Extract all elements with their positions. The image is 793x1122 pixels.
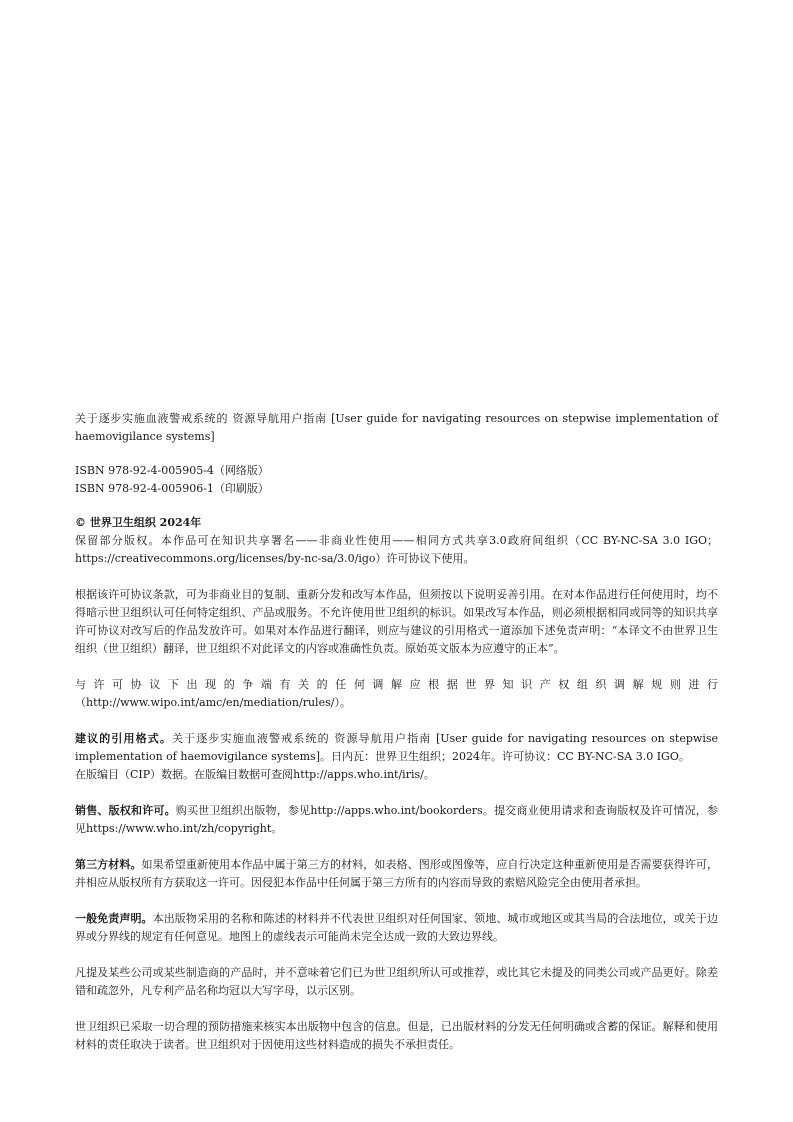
isbn-web: ISBN 978-92-4-005905-4（网络版） (75, 464, 269, 477)
copyright-line: © 世界卫生组织 2024年 (75, 516, 202, 529)
disclaimer-label: 一般免责声明。 (75, 912, 153, 925)
disclaimer-paragraph (75, 910, 718, 946)
responsibility-paragraph: 世卫组织已采取一切合理的预防措施来核实本出版物中包含的信息。但是，已出版材料的分发无任何明确或含蓄的保证。解释和使用材料的责任取决于读者。世卫组织对于因使用这些材料造成的损失不承担责任。 (75, 1020, 718, 1051)
license-terms: 根据该许可协议条款，可为非商业目的复制、重新分发和改写本作品，但须按以下说明妥善引用。在对本作品进行任何使用时，均不得暗示世卫组织认可任何特定组织、产品或服务。不允许使用世卫组织的标识。如果改写本作品，则必须根据相同或同等的知识共享许可协议对改写后的作品发放许可。如果对本作品进行翻译，则应与建议的引用格式一道添加下述免责声明：“本译文不由世界卫生组织（世卫组织）翻译，世卫组织不对此译文的内容或准确性负责。原始英文版本为应遵守的正本”。 (75, 588, 718, 655)
third-party-text: 如果希望重新使用本作品中属于第三方的材料，如表格、图形或图像等，应自行决定这种重新使用是否需要获得许可，并相应从版权所有方获取这一许可。因侵犯本作品中任何属于第三方所有的内容而导致的索赔风险完全由使用者承担。 (75, 858, 719, 889)
cip-statement: 在版编目（CIP）数据。在版编目数据可查阅http://apps.who.int/iris/。 (75, 768, 435, 781)
third-party-label: 第三方材料。 (75, 858, 142, 871)
publication-title: 关于逐步实施血液警戒系统的 资源导航用户指南 [User guide for navigating resources on stepwise implementation of haemovigilance systems] (75, 412, 718, 443)
isbn-print: ISBN 978-92-4-005906-1（印刷版） (75, 482, 269, 495)
third-party-paragraph (75, 856, 718, 892)
sales-paragraph (75, 802, 718, 838)
sales-text: 购买世卫组织出版物，参见http://apps.who.int/bookorders。提交商业使用请求和查询版权及许可情况，参见https://www.who.int/zh/copyright。 (75, 804, 719, 835)
companies-paragraph: 凡提及某些公司或某些制造商的产品时，并不意味着它们已为世卫组织所认可或推荐，或比其它未提及的同类公司或产品更好。除差错和疏忽外，凡专利产品名称均冠以大写字母，以示区别。 (75, 966, 718, 997)
copyright-page (75, 410, 718, 1054)
disclaimer-text: 本出版物采用的名称和陈述的材料并不代表世卫组织对任何国家、领地、城市或地区或其当局的合法地位，或关于边界或分界线的规定有任何意见。地图上的虚线表示可能尚未完全达成一致的大致边界线。 (75, 912, 719, 943)
sales-label: 销售、版权和许可。 (75, 804, 176, 817)
citation-text: 关于逐步实施血液警戒系统的 资源导航用户指南 [User guide for navigating resources on stepwise implementation of haemovigilance systems]。日内瓦：世界卫生组织；2024年。许可协议：CC BY-NC-SA 3.0 IGO。 (75, 732, 718, 763)
mediation-statement: 与许可协议下出现的争端有关的任何调解应根据世界知识产权组织调解规则进行 （http://www.wipo.int/amc/en/mediation/rules/）。 (75, 678, 718, 709)
citation-label: 建议的引用格式。 (75, 732, 173, 745)
citation-paragraph (75, 730, 718, 766)
license-statement: 保留部分版权。本作品可在知识共享署名——非商业性使用——相同方式共享3.0政府间组织（CC BY-NC-SA 3.0 IGO；https://creativecommons.org/licenses/by-nc-sa/3.0/igo）许可协议下使用。 (75, 534, 718, 565)
